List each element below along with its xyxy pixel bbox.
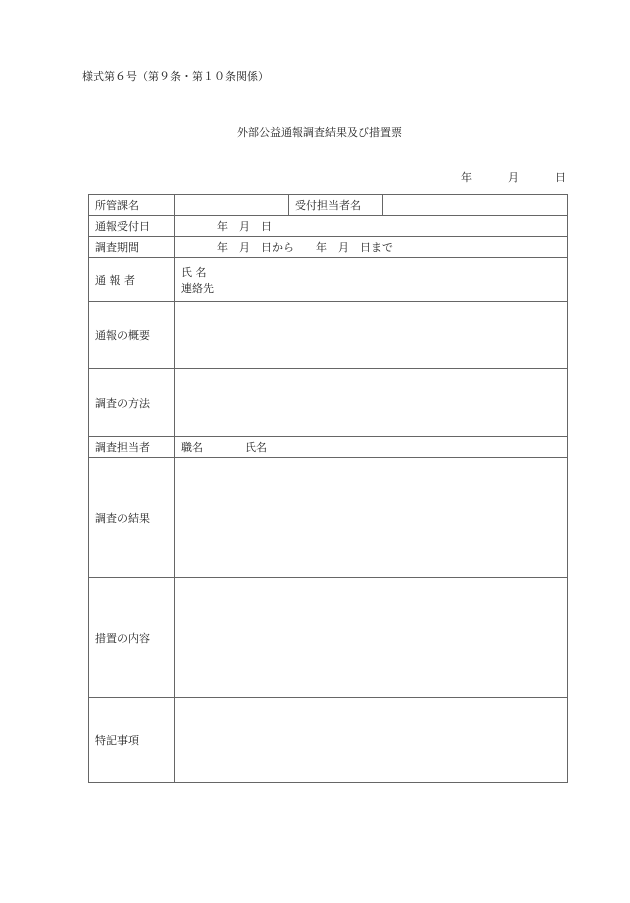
- date-day: 日: [555, 171, 566, 184]
- investigator-field[interactable]: [175, 437, 568, 458]
- result-field[interactable]: [175, 458, 568, 578]
- notes-label: 特記事項: [89, 698, 175, 783]
- method-field[interactable]: [175, 369, 568, 437]
- summary-label: 通報の概要: [89, 302, 175, 369]
- dept-field[interactable]: [175, 195, 289, 216]
- form-title: 外部公益通報調査結果及び措置票: [237, 126, 402, 139]
- reporter-label: 通 報 者: [89, 258, 175, 302]
- report-form-table: [88, 194, 568, 783]
- result-label: 調査の結果: [89, 458, 175, 578]
- period-field[interactable]: 年 月 日から 年 月 日まで: [175, 237, 568, 258]
- form-number: 様式第６号（第９条・第１０条関係）: [82, 70, 269, 83]
- notes-field[interactable]: [175, 698, 568, 783]
- reporter-contact-label: 連絡先: [181, 281, 214, 295]
- measures-field[interactable]: [175, 578, 568, 698]
- investigator-label: 調査担当者: [89, 437, 175, 458]
- investigator-name-label: 氏名: [245, 441, 267, 454]
- date-month: 月: [508, 171, 519, 184]
- period-label: 調査期間: [89, 237, 175, 258]
- investigator-title-label: 職名: [181, 441, 203, 454]
- summary-field[interactable]: [175, 302, 568, 369]
- reporter-field[interactable]: [175, 258, 568, 302]
- method-label: 調査の方法: [89, 369, 175, 437]
- reporter-name-label: 氏 名: [181, 265, 207, 279]
- dept-label: 所管課名: [89, 195, 175, 216]
- received-date-field[interactable]: 年 月 日: [175, 216, 568, 237]
- date-year: 年: [461, 171, 472, 184]
- received-date-label: 通報受付日: [89, 216, 175, 237]
- receiver-label: 受付担当者名: [289, 195, 383, 216]
- measures-label: 措置の内容: [89, 578, 175, 698]
- receiver-field[interactable]: [383, 195, 568, 216]
